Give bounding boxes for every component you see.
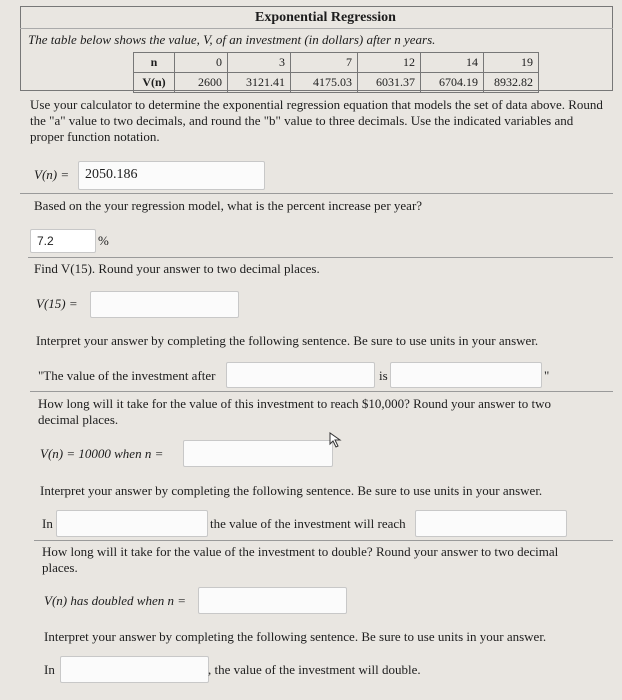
table-cell: 6704.19 — [421, 73, 484, 93]
frame-right — [612, 6, 613, 90]
percent-unit: % — [98, 233, 109, 248]
table-row — [134, 73, 539, 93]
q5-prompt: How long will it take for the value of this investment to reach $10,000? Round your answer to two decimal places. — [38, 396, 552, 427]
q8-prompt: Interpret your answer by completing the following sentence. Be sure to use units in your answer. — [44, 629, 547, 644]
q7-label: V(n) has doubled when n = — [44, 593, 187, 608]
divider — [30, 391, 613, 392]
q1-label: V(n) = — [34, 167, 70, 182]
q5-label: V(n) = 10000 when n = — [40, 446, 164, 461]
table-cell: 0 — [175, 53, 228, 73]
table-cell: 8932.82 — [484, 73, 539, 93]
q8-sentence-start: In — [44, 662, 55, 677]
q7-n-field[interactable] — [198, 587, 347, 614]
percent-answer-value: 7.2 — [37, 234, 54, 248]
table-cell: 3 — [228, 53, 291, 73]
table-header-v: V(n) — [134, 73, 175, 93]
divider — [20, 193, 613, 194]
q6-years-field[interactable] — [56, 510, 208, 537]
table-description: The table below shows the value, V, of an investment (in dollars) after n years. — [28, 32, 436, 47]
table-cell: 14 — [421, 53, 484, 73]
table-header-n: n — [134, 53, 175, 73]
q5-n-field[interactable] — [183, 440, 333, 467]
q3-prompt: Find V(15). Round your answer to two decimal places. — [34, 261, 320, 276]
q4-years-field[interactable] — [226, 362, 375, 388]
q3-label: V(15) = — [36, 296, 78, 311]
q7-prompt: How long will it take for the value of the investment to double? Round your answer to two decimal places. — [42, 544, 559, 575]
page-title: Exponential Regression — [255, 10, 396, 25]
table-cell: 6031.37 — [358, 73, 421, 93]
frame-top — [20, 6, 613, 7]
q4-sentence-end: " — [544, 368, 550, 383]
q4-sentence-mid: is — [379, 368, 388, 383]
q4-value-field[interactable] — [390, 362, 542, 388]
regression-answer-field[interactable] — [78, 161, 265, 190]
v15-answer-field[interactable] — [90, 291, 239, 318]
table-row — [134, 53, 539, 73]
table-cell: 12 — [358, 53, 421, 73]
divider — [34, 540, 613, 541]
table-cell: 7 — [291, 53, 358, 73]
q6-value-field[interactable] — [415, 510, 567, 537]
q4-prompt: Interpret your answer by completing the following sentence. Be sure to use units in your answer. — [36, 333, 539, 348]
cursor-icon — [329, 432, 345, 448]
q6-sentence-start: In — [42, 516, 53, 531]
table-cell: 3121.41 — [228, 73, 291, 93]
q6-prompt: Interpret your answer by completing the following sentence. Be sure to use units in your answer. — [40, 483, 543, 498]
table-cell: 4175.03 — [291, 73, 358, 93]
q6-sentence-mid: the value of the investment will reach — [210, 516, 406, 531]
title-divider — [20, 28, 613, 29]
regression-answer-value: 2050.186 — [85, 167, 138, 182]
data-table — [133, 52, 539, 93]
q8-years-field[interactable] — [60, 656, 209, 683]
q4-sentence-start: "The value of the investment after — [38, 368, 216, 383]
q1-instructions: Use your calculator to determine the exponential regression equation that models the set of data above. Round the "a" value to two decimals, and round the "b" value to three decimals. Use the indicated variables and proper function notation. — [30, 97, 603, 144]
table-cell: 2600 — [175, 73, 228, 93]
table-cell: 19 — [484, 53, 539, 73]
percent-answer-field[interactable] — [30, 229, 96, 253]
q8-sentence-end: , the value of the investment will double. — [208, 662, 421, 677]
divider — [28, 257, 613, 258]
q2-prompt: Based on the your regression model, what is the percent increase per year? — [34, 198, 423, 213]
frame-left — [20, 6, 21, 90]
